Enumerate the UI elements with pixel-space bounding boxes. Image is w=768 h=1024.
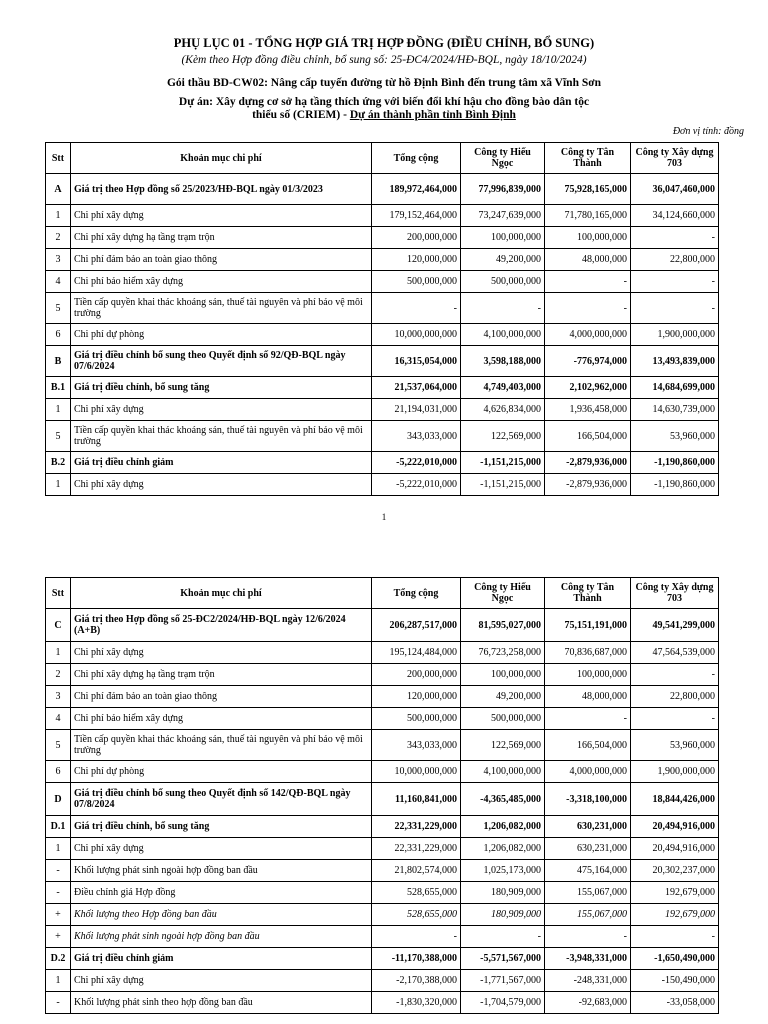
row-xay-dung-703: -1,190,860,000 [631, 452, 719, 474]
row-xay-dung-703: -150,490,000 [631, 970, 719, 992]
row-stt: 3 [46, 686, 71, 708]
row-tan-thanh: 48,000,000 [545, 249, 631, 271]
row-total: 120,000,000 [372, 249, 461, 271]
row-total: 189,972,464,000 [372, 174, 461, 205]
row-hieu-ngoc: - [461, 293, 545, 324]
row-xay-dung-703: 14,630,739,000 [631, 399, 719, 421]
row-hieu-ngoc: -4,365,485,000 [461, 783, 545, 816]
row-xay-dung-703: 47,564,539,000 [631, 642, 719, 664]
row-hieu-ngoc: 122,569,000 [461, 421, 545, 452]
row-hieu-ngoc: 4,749,403,000 [461, 377, 545, 399]
col-header-xay-dung-703: Công ty Xây dựng 703 [631, 578, 719, 609]
row-stt: 5 [46, 730, 71, 761]
row-xay-dung-703: -33,058,000 [631, 992, 719, 1014]
row-total: 22,331,229,000 [372, 838, 461, 860]
row-stt: 2 [46, 664, 71, 686]
row-xay-dung-703: - [631, 926, 719, 948]
row-hieu-ngoc: -1,771,567,000 [461, 970, 545, 992]
table-row [46, 664, 719, 686]
row-xay-dung-703: 20,494,916,000 [631, 838, 719, 860]
row-total: 21,802,574,000 [372, 860, 461, 882]
row-stt: + [46, 926, 71, 948]
row-tan-thanh: 100,000,000 [545, 664, 631, 686]
row-total: 343,033,000 [372, 421, 461, 452]
col-header-hieu-ngoc: Công ty Hiếu Ngọc [461, 143, 545, 174]
row-total: 11,160,841,000 [372, 783, 461, 816]
row-xay-dung-703: 13,493,839,000 [631, 346, 719, 377]
row-item-label: Chi phí xây dựng hạ tầng trạm trộn [71, 227, 372, 249]
col-header-stt: Stt [46, 143, 71, 174]
row-stt: 1 [46, 205, 71, 227]
row-tan-thanh: 2,102,962,000 [545, 377, 631, 399]
table-row [46, 708, 719, 730]
row-stt: 2 [46, 227, 71, 249]
row-item-label: Giá trị điều chỉnh, bổ sung tăng [71, 377, 372, 399]
row-xay-dung-703: 14,684,699,000 [631, 377, 719, 399]
row-stt: 1 [46, 838, 71, 860]
row-tan-thanh: -2,879,936,000 [545, 474, 631, 496]
project-title [0, 96, 768, 122]
row-xay-dung-703: -1,190,860,000 [631, 474, 719, 496]
row-stt: + [46, 904, 71, 926]
row-item-label: Tiền cấp quyền khai thác khoáng sản, thuế tài nguyên và phí bảo vệ môi trường [71, 730, 372, 761]
package-title: Gói thầu BD-CW02: Nâng cấp tuyến đường từ hồ Định Bình đến trung tâm xã Vĩnh Sơn [166, 77, 602, 89]
row-total: 22,331,229,000 [372, 816, 461, 838]
row-tan-thanh: 475,164,000 [545, 860, 631, 882]
col-header-item: Khoản mục chi phí [71, 578, 372, 609]
row-item-label: Giá trị theo Hợp đồng số 25/2023/HĐ-BQL ngày 01/3/2023 [71, 174, 372, 205]
row-hieu-ngoc: 4,626,834,000 [461, 399, 545, 421]
row-xay-dung-703: 36,047,460,000 [631, 174, 719, 205]
contract-summary-table-2 [45, 577, 719, 1014]
row-item-label: Chi phí bảo hiểm xây dựng [71, 708, 372, 730]
col-header-stt: Stt [46, 578, 71, 609]
table-row [46, 926, 719, 948]
row-total: 200,000,000 [372, 664, 461, 686]
row-total: 200,000,000 [372, 227, 461, 249]
project-line-2-prefix: thiểu số (CRIEM) - [252, 109, 350, 121]
row-hieu-ngoc: 180,909,000 [461, 882, 545, 904]
row-xay-dung-703: 20,302,237,000 [631, 860, 719, 882]
row-tan-thanh: 155,067,000 [545, 904, 631, 926]
row-xay-dung-703: 53,960,000 [631, 730, 719, 761]
col-header-total: Tổng cộng [372, 578, 461, 609]
row-tan-thanh: 155,067,000 [545, 882, 631, 904]
row-item-label: Chi phí xây dựng [71, 474, 372, 496]
table-row [46, 860, 719, 882]
row-hieu-ngoc: 4,100,000,000 [461, 761, 545, 783]
project-line-1: Dự án: Xây dựng cơ sở hạ tầng thích ứng với biến đổi khí hậu cho đồng bào dân tộc [178, 96, 590, 108]
row-tan-thanh: 1,936,458,000 [545, 399, 631, 421]
row-item-label: Giá trị điều chỉnh bổ sung theo Quyết định số 142/QĐ-BQL ngày 07/8/2024 [71, 783, 372, 816]
row-xay-dung-703: 1,900,000,000 [631, 761, 719, 783]
row-item-label: Chi phí dự phòng [71, 324, 372, 346]
row-tan-thanh: 166,504,000 [545, 421, 631, 452]
table-row [46, 293, 719, 324]
row-xay-dung-703: - [631, 708, 719, 730]
row-stt: 1 [46, 399, 71, 421]
row-hieu-ngoc: 3,598,188,000 [461, 346, 545, 377]
row-xay-dung-703: 53,960,000 [631, 421, 719, 452]
row-item-label: Chi phí đảm bảo an toàn giao thông [71, 686, 372, 708]
row-stt: 4 [46, 708, 71, 730]
row-item-label: Giá trị điều chỉnh giảm [71, 948, 372, 970]
project-component-name: Dự án thành phần tỉnh Bình Định [349, 109, 516, 121]
row-tan-thanh: 630,231,000 [545, 838, 631, 860]
row-xay-dung-703: 34,124,660,000 [631, 205, 719, 227]
col-header-tan-thanh: Công ty Tân Thành [545, 143, 631, 174]
row-tan-thanh: - [545, 926, 631, 948]
table-row [46, 452, 719, 474]
row-xay-dung-703: 192,679,000 [631, 904, 719, 926]
table-row [46, 399, 719, 421]
row-xay-dung-703: -1,650,490,000 [631, 948, 719, 970]
row-hieu-ngoc: 500,000,000 [461, 271, 545, 293]
row-stt: 5 [46, 293, 71, 324]
table-row [46, 882, 719, 904]
table-body-1 [46, 174, 719, 496]
row-total: 10,000,000,000 [372, 324, 461, 346]
document-title: PHỤ LỤC 01 - TỔNG HỢP GIÁ TRỊ HỢP ĐỒNG (ĐIỀU CHỈNH, BỔ SUNG) [173, 36, 595, 50]
row-item-label: Giá trị điều chỉnh, bổ sung tăng [71, 816, 372, 838]
row-hieu-ngoc: -1,704,579,000 [461, 992, 545, 1014]
col-header-hieu-ngoc: Công ty Hiếu Ngọc [461, 578, 545, 609]
table-row [46, 761, 719, 783]
col-header-tan-thanh: Công ty Tân Thành [545, 578, 631, 609]
row-item-label: Khối lượng theo Hợp đồng ban đầu [71, 904, 372, 926]
row-xay-dung-703: 192,679,000 [631, 882, 719, 904]
row-tan-thanh: 4,000,000,000 [545, 324, 631, 346]
row-item-label: Chi phí xây dựng [71, 642, 372, 664]
table-header-row [46, 578, 719, 609]
row-stt: B.2 [46, 452, 71, 474]
row-item-label: Khối lượng phát sinh ngoài hợp đồng ban đầu [71, 926, 372, 948]
row-total: 500,000,000 [372, 708, 461, 730]
row-hieu-ngoc: 500,000,000 [461, 708, 545, 730]
table-row [46, 249, 719, 271]
row-tan-thanh: -3,948,331,000 [545, 948, 631, 970]
row-xay-dung-703: - [631, 293, 719, 324]
row-total: 500,000,000 [372, 271, 461, 293]
row-tan-thanh: - [545, 708, 631, 730]
table-row [46, 642, 719, 664]
row-tan-thanh: -248,331,000 [545, 970, 631, 992]
row-stt: 6 [46, 324, 71, 346]
row-total: 206,287,517,000 [372, 609, 461, 642]
row-tan-thanh: 71,780,165,000 [545, 205, 631, 227]
row-tan-thanh: 630,231,000 [545, 816, 631, 838]
row-tan-thanh: - [545, 271, 631, 293]
row-hieu-ngoc: 73,247,639,000 [461, 205, 545, 227]
currency-unit: Đơn vị tính: đồng [672, 126, 744, 137]
row-hieu-ngoc: 77,996,839,000 [461, 174, 545, 205]
row-tan-thanh: -2,879,936,000 [545, 452, 631, 474]
row-tan-thanh: 75,151,191,000 [545, 609, 631, 642]
row-item-label: Chi phí dự phòng [71, 761, 372, 783]
row-hieu-ngoc: 100,000,000 [461, 227, 545, 249]
row-item-label: Chi phí xây dựng [71, 399, 372, 421]
col-header-item: Khoản mục chi phí [71, 143, 372, 174]
row-item-label: Giá trị điều chỉnh giảm [71, 452, 372, 474]
row-xay-dung-703: - [631, 227, 719, 249]
table-row [46, 970, 719, 992]
row-item-label: Điều chỉnh giá Hợp đồng [71, 882, 372, 904]
row-xay-dung-703: 1,900,000,000 [631, 324, 719, 346]
row-total: 528,655,000 [372, 882, 461, 904]
table-body-2 [46, 609, 719, 1014]
row-hieu-ngoc: 1,206,082,000 [461, 816, 545, 838]
row-item-label: Khối lượng phát sinh ngoài hợp đồng ban đầu [71, 860, 372, 882]
table-row [46, 174, 719, 205]
row-hieu-ngoc: 100,000,000 [461, 664, 545, 686]
row-total: 343,033,000 [372, 730, 461, 761]
row-xay-dung-703: - [631, 271, 719, 293]
row-item-label: Khối lượng phát sinh theo hợp đồng ban đầu [71, 992, 372, 1014]
row-total: -11,170,388,000 [372, 948, 461, 970]
row-total: 21,537,064,000 [372, 377, 461, 399]
row-hieu-ngoc: -1,151,215,000 [461, 474, 545, 496]
row-item-label: Giá trị điều chỉnh bổ sung theo Quyết định số 92/QĐ-BQL ngày 07/6/2024 [71, 346, 372, 377]
row-hieu-ngoc: 76,723,258,000 [461, 642, 545, 664]
row-item-label: Tiền cấp quyền khai thác khoáng sản, thuế tài nguyên và phí bảo vệ môi trường [71, 421, 372, 452]
table-row [46, 474, 719, 496]
row-hieu-ngoc: - [461, 926, 545, 948]
row-hieu-ngoc: 81,595,027,000 [461, 609, 545, 642]
row-hieu-ngoc: 49,200,000 [461, 249, 545, 271]
row-item-label: Chi phí xây dựng [71, 970, 372, 992]
table-row [46, 730, 719, 761]
row-xay-dung-703: 18,844,426,000 [631, 783, 719, 816]
table-row [46, 992, 719, 1014]
row-stt: D.1 [46, 816, 71, 838]
row-tan-thanh: 166,504,000 [545, 730, 631, 761]
row-hieu-ngoc: 1,206,082,000 [461, 838, 545, 860]
table-row [46, 686, 719, 708]
row-stt: 5 [46, 421, 71, 452]
row-tan-thanh: - [545, 293, 631, 324]
row-stt: 3 [46, 249, 71, 271]
row-item-label: Chi phí xây dựng [71, 205, 372, 227]
row-item-label: Giá trị theo Hợp đồng số 25-ĐC2/2024/HĐ-BQL ngày 12/6/2024 (A+B) [71, 609, 372, 642]
table-row [46, 838, 719, 860]
row-tan-thanh: 100,000,000 [545, 227, 631, 249]
row-total: 179,152,464,000 [372, 205, 461, 227]
table-row [46, 346, 719, 377]
row-hieu-ngoc: 1,025,173,000 [461, 860, 545, 882]
row-xay-dung-703: 20,494,916,000 [631, 816, 719, 838]
table-row [46, 227, 719, 249]
row-total: 528,655,000 [372, 904, 461, 926]
row-stt: 1 [46, 642, 71, 664]
table-row [46, 271, 719, 293]
row-total: - [372, 926, 461, 948]
row-hieu-ngoc: -1,151,215,000 [461, 452, 545, 474]
row-total: 16,315,054,000 [372, 346, 461, 377]
row-total: 195,124,484,000 [372, 642, 461, 664]
row-hieu-ngoc: 49,200,000 [461, 686, 545, 708]
row-stt: B [46, 346, 71, 377]
row-total: 10,000,000,000 [372, 761, 461, 783]
page-number: 1 [381, 512, 387, 522]
row-tan-thanh: -776,974,000 [545, 346, 631, 377]
row-stt: - [46, 882, 71, 904]
row-tan-thanh: 70,836,687,000 [545, 642, 631, 664]
table-row [46, 948, 719, 970]
col-header-xay-dung-703: Công ty Xây dựng 703 [631, 143, 719, 174]
row-total: -1,830,320,000 [372, 992, 461, 1014]
row-stt: - [46, 860, 71, 882]
table-header-row [46, 143, 719, 174]
row-stt: 1 [46, 474, 71, 496]
document-subtitle: (Kèm theo Hợp đồng điều chỉnh, bổ sung số: 25-ĐC4/2024/HĐ-BQL, ngày 18/10/2024) [181, 54, 587, 66]
table-row [46, 205, 719, 227]
table-row [46, 324, 719, 346]
table-row [46, 904, 719, 926]
row-tan-thanh: -92,683,000 [545, 992, 631, 1014]
row-total: 120,000,000 [372, 686, 461, 708]
row-hieu-ngoc: 180,909,000 [461, 904, 545, 926]
contract-summary-table-1 [45, 142, 719, 496]
row-hieu-ngoc: 122,569,000 [461, 730, 545, 761]
row-tan-thanh: 75,928,165,000 [545, 174, 631, 205]
row-total: 21,194,031,000 [372, 399, 461, 421]
row-xay-dung-703: 22,800,000 [631, 249, 719, 271]
row-stt: 1 [46, 970, 71, 992]
table-row [46, 377, 719, 399]
row-total: -5,222,010,000 [372, 474, 461, 496]
row-item-label: Chi phí xây dựng hạ tầng trạm trộn [71, 664, 372, 686]
row-xay-dung-703: - [631, 664, 719, 686]
row-xay-dung-703: 22,800,000 [631, 686, 719, 708]
row-tan-thanh: -3,318,100,000 [545, 783, 631, 816]
table-row [46, 816, 719, 838]
row-hieu-ngoc: 4,100,000,000 [461, 324, 545, 346]
table-row [46, 609, 719, 642]
row-stt: B.1 [46, 377, 71, 399]
project-line-2 [0, 109, 768, 122]
table-row [46, 421, 719, 452]
row-stt: 4 [46, 271, 71, 293]
table-row [46, 783, 719, 816]
row-total: -2,170,388,000 [372, 970, 461, 992]
row-stt: 6 [46, 761, 71, 783]
row-hieu-ngoc: -5,571,567,000 [461, 948, 545, 970]
row-total: -5,222,010,000 [372, 452, 461, 474]
row-xay-dung-703: 49,541,299,000 [631, 609, 719, 642]
row-tan-thanh: 48,000,000 [545, 686, 631, 708]
row-stt: C [46, 609, 71, 642]
row-item-label: Chi phí xây dựng [71, 838, 372, 860]
row-stt: D [46, 783, 71, 816]
row-stt: D.2 [46, 948, 71, 970]
row-item-label: Tiền cấp quyền khai thác khoáng sản, thuế tài nguyên và phí bảo vệ môi trường [71, 293, 372, 324]
row-item-label: Chi phí bảo hiểm xây dựng [71, 271, 372, 293]
row-tan-thanh: 4,000,000,000 [545, 761, 631, 783]
row-total: - [372, 293, 461, 324]
row-stt: A [46, 174, 71, 205]
row-item-label: Chi phí đảm bảo an toàn giao thông [71, 249, 372, 271]
row-stt: - [46, 992, 71, 1014]
col-header-total: Tổng cộng [372, 143, 461, 174]
